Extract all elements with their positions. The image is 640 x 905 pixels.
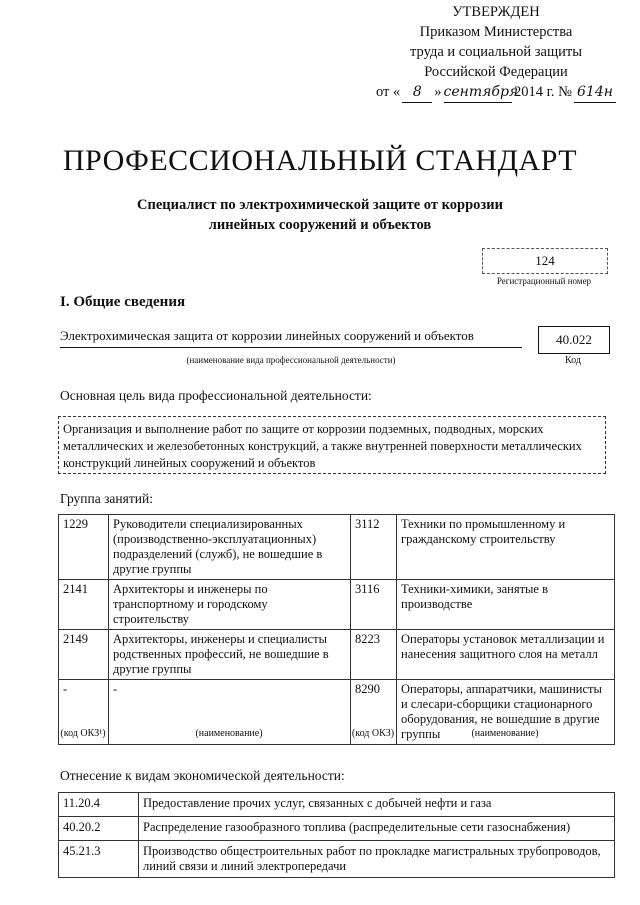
registration-number-box: 124: [482, 248, 608, 274]
occupation-table: [58, 514, 615, 745]
economic-activities-label: Отнесение к видам экономической деятельности:: [60, 768, 345, 783]
occ-name-cell: -: [109, 680, 351, 745]
occ-code-cell: 2149: [59, 630, 109, 680]
approval-line-2: труда и социальной защиты: [410, 44, 582, 60]
occ-name-cell: Техники по промышленному и гражданскому строительству: [397, 515, 615, 580]
table-row: [59, 793, 615, 817]
okved-name-cell: Предоставление прочих услуг, связанных с добычей нефти и газа: [139, 793, 615, 817]
subtitle-line-2: линейных сооружений и объектов: [208, 217, 432, 233]
date-month: сентября: [444, 82, 512, 103]
activity-code-box: 40.022: [538, 326, 610, 354]
table-row: [59, 580, 615, 630]
caption-code-okz-1: (код ОКЗ¹): [60, 728, 106, 739]
occ-name-cell: Архитекторы, инженеры и специалисты родственных профессий, не вошедшие в другие группы: [109, 630, 351, 680]
occ-code-cell: 1229: [59, 515, 109, 580]
occ-code-cell: -: [59, 680, 109, 745]
activity-kind-name: Электрохимическая защита от коррозии линейных сооружений и объектов: [60, 328, 522, 348]
order-number: 614н: [574, 82, 616, 103]
occ-code-cell: 8290: [351, 680, 397, 745]
okved-code-cell: 45.21.3: [59, 841, 139, 878]
occupation-group-label: Группа занятий:: [60, 491, 153, 506]
occ-name-cell: Руководители специализированных (производственно-эксплуатационных) подразделений (служб), не вошедшие в другие группы: [109, 515, 351, 580]
section-title: I. Общие сведения: [60, 294, 186, 310]
activity-kind-caption: (наименование вида профессиональной деятельности): [186, 355, 396, 365]
page-subtitle: [120, 195, 520, 235]
registration-number-caption: Регистрационный номер: [496, 276, 592, 286]
goal-text: Организация и выполнение работ по защите от коррозии подземных, подводных, морских металлических и железобетонных конструкций, а также внутренней поверхности металлических конструкций линейных сооружений и объектов: [58, 416, 606, 474]
table-row: [59, 817, 615, 841]
caption-name-2: (наименование): [471, 728, 539, 739]
date-quote-close: »: [434, 84, 442, 100]
date-year: 2014 г. №: [513, 84, 572, 100]
date-prefix: от «: [376, 84, 401, 100]
economic-activities-table: [58, 792, 615, 878]
occ-name-cell: Операторы установок металлизации и нанесения защитного слоя на металл: [397, 630, 615, 680]
occ-code-cell: 3112: [351, 515, 397, 580]
caption-name-1: (наименование): [195, 728, 263, 739]
table-row: [59, 630, 615, 680]
table-row: [59, 841, 615, 878]
caption-code-okz-2: (код ОКЗ): [351, 728, 395, 739]
occ-name-cell: Операторы, аппаратчики, машинисты и слесари-сборщики стационарного оборудования, не вошедшие в другие группы: [397, 680, 615, 745]
approval-line-1: Приказом Министерства: [419, 24, 573, 40]
date-day: 8: [402, 82, 432, 103]
approval-line-3: Российской Федерации: [424, 64, 568, 80]
page-title: ПРОФЕССИОНАЛЬНЫЙ СТАНДАРТ: [62, 144, 578, 177]
approval-status: УТВЕРЖДЕН: [452, 4, 540, 20]
approval-block: [376, 2, 616, 103]
occ-name-cell: Архитекторы и инженеры по транспортному и городскому строительству: [109, 580, 351, 630]
subtitle-line-1: Специалист по электрохимической защите от коррозии: [137, 197, 503, 213]
okved-code-cell: 11.20.4: [59, 793, 139, 817]
goal-label: Основная цель вида профессиональной деятельности:: [60, 388, 372, 403]
okved-name-cell: Распределение газообразного топлива (распределительные сети газоснабжения): [139, 817, 615, 841]
okved-name-cell: Производство общестроительных работ по прокладке магистральных трубопроводов, линий связи и линий электропередачи: [139, 841, 615, 878]
occ-code-cell: 8223: [351, 630, 397, 680]
okved-code-cell: 40.20.2: [59, 817, 139, 841]
activity-code-caption: Код: [565, 355, 581, 366]
occ-code-cell: 3116: [351, 580, 397, 630]
table-row: [59, 515, 615, 580]
approval-date-line: [376, 82, 616, 103]
occ-name-cell: Техники-химики, занятые в производстве: [397, 580, 615, 630]
occ-code-cell: 2141: [59, 580, 109, 630]
